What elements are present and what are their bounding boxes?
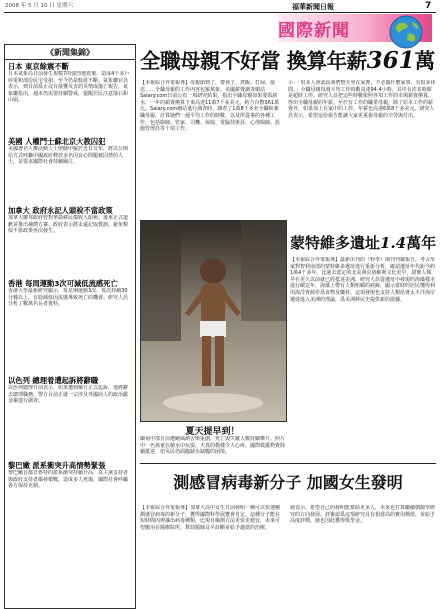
digest-title: 《新聞集錦》: [5, 45, 135, 60]
lead-headline-text: 全職母親不好當 換算年薪: [140, 49, 367, 73]
story-body: 日本氣象局日前發生規模7的強烈地震後，造成4千多戶停電和部份民宅受損。至今仍是餘震不斷。氣象廳官員表示，到目前爲止沒有接獲災害的災情或傷亡報告，氣象廳指出，週末仍需要持續警戒，提醒居民注意落石和山崩。: [8, 71, 130, 104]
story-body: 加拿大聯邦政府曾對華裔移民徵收人頭稅，後來正式道歉並推出補償方案。政府表示將永遠記取教訓，避免類似不當政策再次發生。: [8, 215, 129, 235]
story-body: 美國著名人權活動人士律師甲羅於近日宣布，將以公開信方式呼籲中國政府釋放多名因良心問題被囚禁的人士，並要求國際社會持續關注。: [8, 146, 129, 166]
lead-body-col1: 【本報綜合外電報導】母親節到了，帶孩子、煮飯、打掃、接送……全職母親的工作內容包羅萬象。美國薪資調查網站Salary.com日前公布一項研究結果，指出全職母親如果要領薪水，一年的薪資換算下來高達11萬7千多美元，約合台幣361萬元。Salary.com網站進行調查時，調查了1萬8千多名全職和兼職母親，計算她們一週平均工作的時數，以及所從事的各種工作，包括廚師、管家、司機、保姆、電腦技術員、心理醫師、設施管理員等十項工作。: [140, 80, 281, 133]
digest-story: [8, 206, 132, 279]
digest-story: [8, 376, 132, 461]
story-headline: 加拿大 政府永記人頭稅不當政策: [8, 206, 113, 215]
digest-story-list: [5, 60, 135, 540]
digest-story: [8, 62, 132, 137]
section-banner: [278, 14, 432, 42]
bottom-headline: 測感冒病毒新分子 加國女生發明: [173, 473, 403, 492]
digest-story: [8, 279, 132, 376]
news-photo: [140, 220, 287, 422]
lead-headline-unit: 萬: [414, 49, 436, 73]
story-headline: 黎巴嫩 派系衝突升高情勢緊張: [8, 461, 106, 470]
site-story-body: 【本報綜合外電報導】最新出刊的《科學》期刊刊載報告，考古學家對智利南部的蒙特維多遺址進行重新分析，確認遺址年代距今約1萬4千多年，比過去認定的北美洲克洛維斯文化更早，證實人類早在更久以前就已經抵達美洲。研究人員從遺址中發現的海藻樣本進行碳定年，海藻上帶有人類咀嚼的痕跡，顯示當時的居民懂得利用海洋資源作爲食物及藥材。這項發現也支持人類沿著太平洋海岸遷徙進入美洲的理論，爲美洲移民史提供新的證據。: [290, 257, 436, 303]
paper-name: 福華新聞日報: [292, 3, 334, 11]
photo-caption-body: 緬甸中部日前遭颶風納吉斯重創，死亡與失蹤人數持續攀升。照片中一名孩童在積水中玩耍，天真的模樣令人心疼。國際救援物資陸續抵達，但災民仍面臨缺水缺糧的困境。: [140, 436, 285, 456]
story-body: 黎巴嫩首都貝魯特的派系衝突持續升高，真主黨支持者與政府支持者爆發槍戰，造成多人死傷，國際社會呼籲各方保持克制。: [8, 470, 129, 490]
lead-body-col2: 示：「很多人會認爲我們整天坐在家裡，不必做什麼家事，有很多休閒。」全職母親每週平均工作時數高達94.4小時，其中有許多時間是超時工作。研究人員把這些時數依照各項工作的市場薪資換算，得出全職母親的年薪。至於有工作的職業母親，除了原本工作的薪資外，如果加上在家中的工作，年薪也高達6萬8千多美元。研究人員表示，希望這份報告能讓大家更重視母親的辛勞與付出。: [288, 80, 436, 119]
bottom-body-col2: 她表示，希望自己的發明能幫助更多人，未來也打算繼續朝醫學研究的方向發展。評審認爲這項研究具有相當高的實用價值，並給予高度評價，她也因此獲得獎學金。: [290, 505, 436, 525]
digest-story: [8, 137, 132, 206]
story-body: 以色列總理日前表示，如果遭到檢方正式起訴，他將辭去總理職務。警方目前正就一宗涉及外國商人的政治獻金案進行調查。: [8, 385, 129, 405]
site-headline-unit: 萬年: [406, 234, 437, 252]
child-photo-illustration: [141, 221, 286, 421]
story-headline: 日本 東京餘震不斷: [8, 62, 69, 71]
story-body: 香港大學最新研究顯示，每星期運動3次、每次持續30分鐘以上，有助減低因流感導致死亡的機會。研究人員分析了數萬名長者資料。: [8, 288, 129, 308]
story-headline: 香港 每周運動3次可減低流感死亡: [8, 279, 118, 288]
bottom-body-col1: 【本報綜合外電報導】加拿大高中女生日前發明一種可以快速檢測感冒病毒的新分子，獲得國際科學展覽會肯定。這種分子能在短時間內辨識出病毒種類，比現有檢測方法更快更便宜，未來可望應用在醫療院所，幫助醫師及早診斷並給予適當的治療。: [140, 505, 281, 531]
page-number: 7: [425, 1, 432, 11]
section-title: 國際新聞: [278, 21, 350, 41]
lead-headline-number: 361: [366, 47, 415, 74]
photo-caption-title: 夏天提早到！: [185, 427, 240, 437]
site-headline: [290, 232, 436, 253]
site-headline-text: 蒙特維多遺址: [290, 234, 381, 252]
story-headline: 以色列 總理着遭起訴將辭職: [8, 376, 99, 385]
digest-story: [8, 461, 132, 540]
date-line: 2008 年 5 月 10 日 星期六: [5, 3, 73, 9]
site-headline-number: 1.4: [380, 234, 407, 252]
lead-headline: [140, 44, 436, 74]
news-digest-box: [4, 44, 136, 609]
story-headline: 美國 人權鬥士蘇北京大教囚犯: [8, 137, 106, 146]
